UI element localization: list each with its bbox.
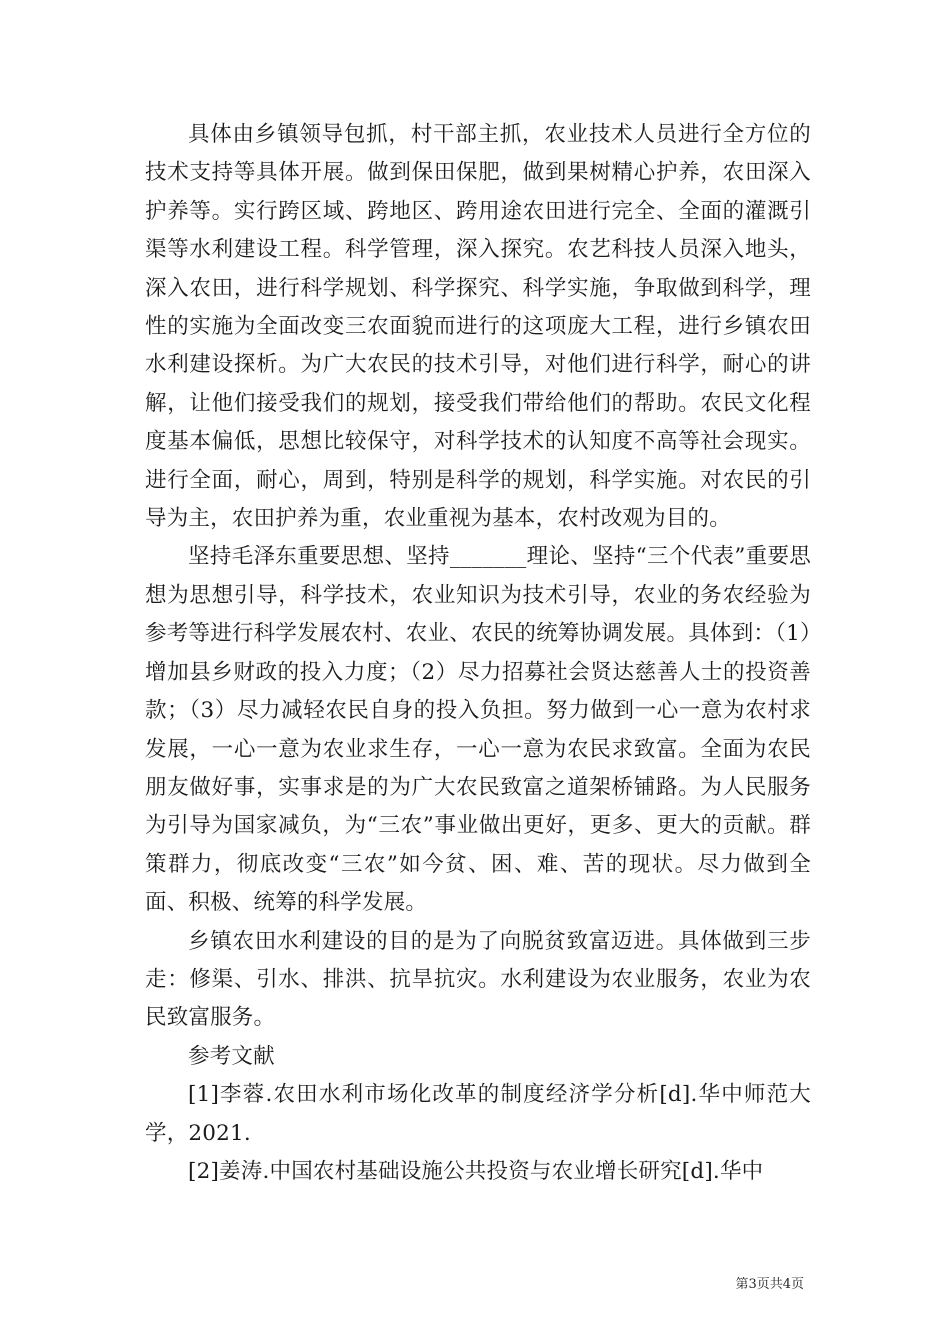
document-body xyxy=(145,116,811,1191)
paragraph-guiding-principles: 坚持毛泽东重要思想、坚持_______理论、坚持“三个代表”重要思想为思想引导，科学技术，农业知识为技术引导，农业的务农经验为参考等进行科学发展农村、农业、农民的统筹协调发展。具体到：（1）增加县乡财政的投入力度；（2）尽力招募社会贤达慈善人士的投资善款；（3）尽力减轻农民自身的投入负担。努力做到一心一意为农村求发展，一心一意为农业求生存，一心一意为农民求致富。全面为农民朋友做好事，实事求是的为广大农民致富之道架桥铺路。为人民服务为引导为国家减负，为“三农”事业做出更好，更多、更大的贡献。群策群力，彻底改变“三农”如今贫、困、难、苦的现状。尽力做到全面、积极、统筹的科学发展。 xyxy=(145,544,811,916)
page-number: 第3页共4页 xyxy=(735,1277,804,1292)
reference-item: [1]李蓉.农田水利市场化改革的制度经济学分析[d].华中师范大学，2021. xyxy=(145,1082,811,1146)
references-heading: 参考文献 xyxy=(188,1043,275,1069)
paragraph-implementation: 具体由乡镇领导包抓，村干部主抓，农业技术人员进行全方位的技术支持等具体开展。做到保田保肥，做到果树精心护养，农田深入护养等。实行跨区域、跨地区、跨用途农田进行完全、全面的灌溉引渠等水利建设工程。科学管理，深入探究。农艺科技人员深入地头，深入农田，进行科学规划、科学探究、科学实施，争取做到科学，理性的实施为全面改变三农面貌而进行的这项庞大工程，进行乡镇农田水利建设探析。为广大农民的技术引导，对他们进行科学，耐心的讲解，让他们接受我们的规划，接受我们带给他们的帮助。农民文化程度基本偏低，思想比较保守，对科学技术的认知度不高等社会现实。进行全面，耐心，周到，特别是科学的规划，科学实施。对农民的引导为主，农田护养为重，农业重视为基本，农村改观为目的。 xyxy=(145,122,811,532)
paragraph-goals: 乡镇农田水利建设的目的是为了向脱贫致富迈进。具体做到三步走：修渠、引水、排洪、抗旱抗灾。水利建设为农业服务，农业为农民致富服务。 xyxy=(145,928,811,1031)
reference-item: [2]姜涛.中国农村基础设施公共投资与农业增长研究[d].华中 xyxy=(188,1158,764,1184)
